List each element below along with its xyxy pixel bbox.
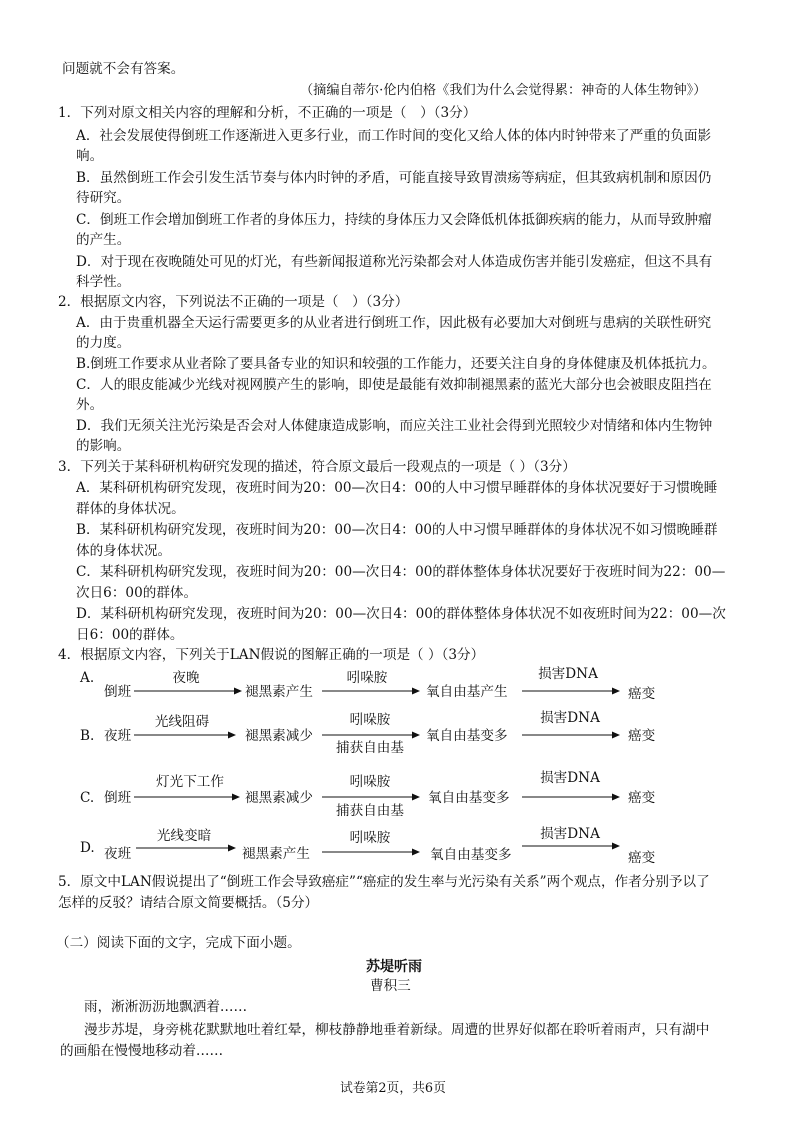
option-letter: C. — [80, 790, 95, 806]
q1-option-c: C．倒班工作会增加倒班工作者的身体压力，持续的身体压力又会降低机体抵御疾病的能力，从而导致肿瘤 — [76, 212, 712, 228]
q2-stem: 2．根据原文内容，下列说法不正确的一项是（ ）（3分） — [58, 294, 409, 310]
q2-option-a: A．由于贵重机器全天运行需要更多的从业者进行倒班工作，因此极有必要加大对倒班与患病的关联性研究 — [76, 315, 712, 331]
option-letter: B. — [80, 728, 95, 744]
q2-option-a-cont: 的力度。 — [76, 335, 131, 351]
q1-stem: 1．下列对原文相关内容的理解和分析，不正确的一项是（ ）（3分） — [58, 105, 477, 121]
arrow-head — [412, 794, 420, 801]
passage-author: 曹积三 — [370, 978, 411, 994]
q5-stem: 5．原文中LAN假说提出了“倒班工作会导致癌症”“癌症的发生率与光污染有关系”两个观点，作者分别予以了 — [58, 874, 710, 890]
arrow-label: 吲哚胺 — [349, 712, 391, 728]
flow-node: 褪黑素减少 — [245, 790, 313, 806]
passage-title: 苏堤听雨 — [366, 959, 422, 975]
passage-tail: 问题就不会有答案。 — [62, 61, 185, 77]
flow-node: 褪黑素减少 — [245, 728, 313, 744]
flow-option-c — [80, 769, 656, 819]
flow-option-d — [80, 825, 656, 866]
passage-paragraph: 雨，淅淅沥沥地飘洒着…… — [84, 999, 248, 1015]
q3-option-b-cont: 体的身体状况。 — [76, 543, 172, 559]
arrow-label: 光线阻碍 — [154, 714, 210, 730]
q3-option-d-cont: 日6：00的群体。 — [76, 627, 184, 643]
option-letter: A. — [80, 670, 95, 686]
arrow-label: 损害DNA — [540, 826, 600, 842]
flow-node: 氧自由基变多 — [430, 847, 512, 863]
arrow-head — [228, 845, 236, 852]
q2-option-d-cont: 的影响。 — [76, 438, 131, 454]
q2-option-c: C．人的眼皮能减少光线对视网膜产生的影响，即使是最能有效抑制褪黑素的蓝光大部分也会被眼皮阻挡在 — [76, 377, 712, 393]
q4-stem: 4．根据原文内容，下列关于LAN假说的图解正确的一项是（ ）（3分） — [58, 647, 485, 663]
flow-node: 癌变 — [628, 850, 656, 866]
arrow-head — [228, 732, 236, 739]
arrow-head — [232, 794, 240, 801]
flow-node: 癌变 — [628, 728, 656, 744]
flow-option-b — [80, 709, 656, 756]
flow-node: 癌变 — [628, 686, 656, 702]
passage-paragraph: 漫步苏堤，身旁桃花默默地吐着红晕，柳枝静静地垂着新绿。周遭的世界好似都在聆听着雨声，只有湖中 — [84, 1022, 710, 1038]
q3-option-c: C．某科研机构研究发现，夜班时间为20：00—次日4：00的群体整体身体状况要好于夜班时间为22：00— — [76, 564, 726, 580]
arrow-head — [612, 843, 620, 850]
flow-node: 褪黑素产生 — [245, 684, 313, 700]
flow-node: 氧自由基变多 — [428, 790, 510, 806]
flow-node: 癌变 — [628, 790, 656, 806]
arrow-label: 夜晚 — [172, 670, 200, 686]
arrow-sublabel: 捕获自由基 — [336, 803, 404, 819]
q3-option-a-cont: 群体的身体状况。 — [76, 501, 185, 517]
q1-option-c-cont: 的产生。 — [76, 232, 131, 248]
q2-option-c-cont: 外。 — [76, 397, 104, 413]
q1-option-a-cont: 响。 — [76, 148, 104, 164]
arrow-label: 吲哚胺 — [349, 774, 391, 790]
arrow-head — [412, 688, 420, 695]
flow-node: 夜班 — [104, 846, 132, 862]
arrow-label: 损害DNA — [538, 666, 598, 682]
q2-option-d: D．我们无须关注光污染是否会对人体健康造成影响，而应关注工业社会得到光照较少对情绪和体内生物钟 — [76, 418, 713, 434]
option-letter: D. — [80, 840, 95, 856]
q3-option-b: B．某科研机构研究发现，夜班时间为20：00—次日4：00的人中习惯早睡群体的身体状况不如习惯晚睡群 — [76, 522, 718, 538]
flow-option-a — [79, 665, 656, 702]
flow-node: 氧自由基变多 — [426, 728, 508, 744]
arrow-head — [412, 732, 420, 739]
arrow-label: 吲哚胺 — [346, 670, 388, 686]
flow-node: 氧自由基产生 — [426, 684, 508, 700]
q5-stem-cont: 怎样的反驳？请结合原文简要概括。（5分） — [58, 895, 319, 911]
q1-option-b-cont: 待研究。 — [76, 190, 131, 206]
arrow-label: 吲哚胺 — [349, 830, 391, 846]
arrow-label: 损害DNA — [540, 710, 600, 726]
flow-node: 倒班 — [104, 790, 132, 806]
arrow-head — [234, 688, 242, 695]
q3-stem: 3．下列关于某科研机构研究发现的描述，符合原文最后一段观点的一项是（ ）（3分） — [58, 459, 576, 475]
arrow-label: 光线变暗 — [156, 828, 212, 844]
source-citation: （摘编自蒂尔·伦内伯格《我们为什么会觉得累：神奇的人体生物钟》） — [300, 83, 707, 98]
q1-option-d-cont: 科学性。 — [76, 274, 131, 290]
flow-node: 褪黑素产生 — [242, 846, 310, 862]
q1-option-b: B．虽然倒班工作会引发生活节奏与体内时钟的矛盾，可能直接导致胃溃疡等病症，但其致病机制和原因仍 — [76, 170, 712, 186]
page-footer: 试卷第2页，共6页 — [340, 1081, 446, 1096]
q4-flow-diagrams — [0, 660, 794, 872]
q3-option-d: D．某科研机构研究发现，夜班时间为20：00—次日4：00的群体整体身体状况不如夜班时间为22：00—次 — [76, 606, 726, 622]
arrow-sublabel: 捕获自由基 — [336, 740, 404, 756]
arrow-label: 灯光下工作 — [156, 774, 224, 790]
q1-option-a: A．社会发展使得倒班工作逐渐进入更多行业，而工作时间的变化又给人体的体内时钟带来了严重的负面影 — [76, 128, 712, 144]
q3-option-c-cont: 次日6：00的群体。 — [76, 585, 198, 601]
arrow-head — [612, 688, 620, 695]
q2-option-b: B.倒班工作要求从业者除了要具备专业的知识和较强的工作能力，还要关注自身的身体健康及机体抵抗力。 — [76, 356, 716, 372]
passage-paragraph-cont: 的画船在慢慢地移动着…… — [60, 1043, 224, 1059]
q1-option-d: D．对于现在夜晚随处可见的灯光，有些新闻报道称光污染都会对人体造成伤害并能引发癌症，但这不具有 — [76, 254, 713, 270]
flow-node: 倒班 — [104, 684, 132, 700]
flow-node: 夜班 — [104, 728, 132, 744]
arrow-head — [412, 849, 420, 856]
section-heading: （二）阅读下面的文字，完成下面小题。 — [56, 935, 301, 951]
arrow-head — [612, 794, 620, 801]
q3-option-a: A．某科研机构研究发现，夜班时间为20：00—次日4：00的人中习惯早睡群体的身体状况要好于习惯晚睡 — [76, 480, 718, 496]
arrow-label: 损害DNA — [540, 770, 600, 786]
arrow-head — [612, 732, 620, 739]
